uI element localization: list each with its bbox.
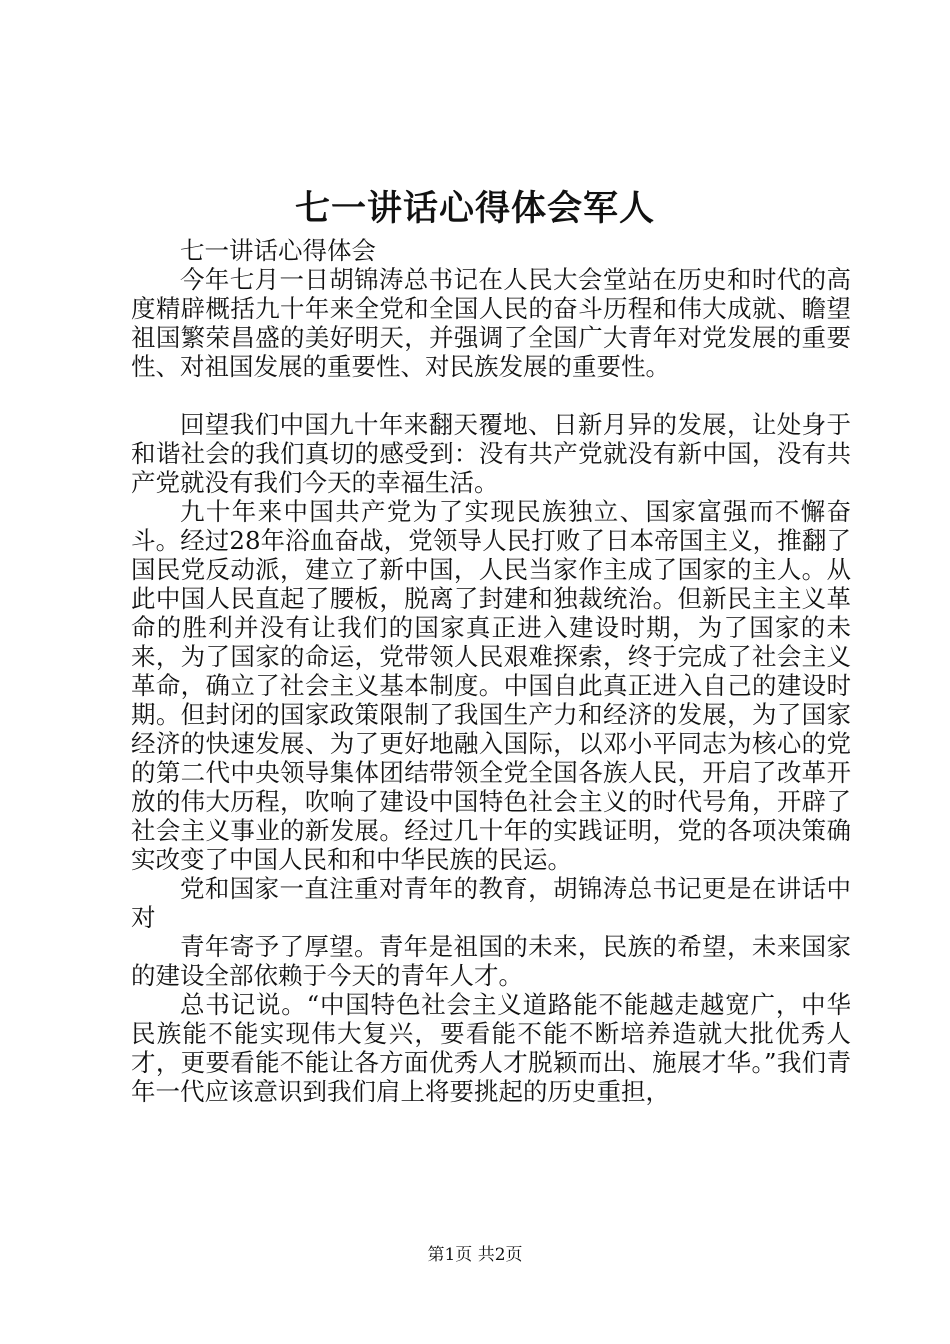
- document-title: 七一讲话心得体会军人: [294, 188, 655, 229]
- paragraph: 九十年来中国共产党为了实现民族独立、国家富强而不懈奋斗。经过28年浴血奋战，党领导人民打败了日本帝国主义，推翻了国民党反动派，建立了新中国，人民当家作主成了国家的主人。从此中国人民直起了腰板，脱离了封建和独裁统治。但新民主主义革命的胜利并没有让我们的国家真正进入建设时期，为了国家的未来，为了国家的命运，党带领人民艰难探索，终于完成了社会主义革命，确立了社会主义基本制度。中国自此真正进入自己的建设时期。但封闭的国家政策限制了我国生产力和经济的发展，为了国家经济的快速发展、为了更好地融入国际，以邓小平同志为核心的党的第二代中央领导集体团结带领全党全国各族人民，开启了改革开放的伟大历程，吹响了建设中国特色社会主义的时代号角，开辟了社会主义事业的新发展。经过几十年的实践证明，党的各项决策确实改变了中国人民和和中华民族的民运。: [131, 497, 851, 874]
- paragraph: 党和国家一直注重对青年的教育，胡锦涛总书记更是在讲话中对: [131, 874, 851, 932]
- paragraph: 总书记说。“中国特色社会主义道路能不能越走越宽广，中华民族能不能实现伟大复兴，要看能不能不断培养造就大批优秀人才，更要看能不能让各方面优秀人才脱颖而出、施展才华。”我们青年一代应该意识到我们肩上将要挑起的历史重担，: [131, 990, 851, 1106]
- paragraph-subtitle: 七一讲话心得体会: [180, 236, 376, 265]
- paragraph: 回望我们中国九十年来翻天覆地、日新月异的发展，让处身于和谐社会的我们真切的感受到：没有共产党就没有新中国，没有共产党就没有我们今天的幸福生活。: [131, 410, 851, 497]
- paragraph: 今年七月一日胡锦涛总书记在人民大会堂站在历史和时代的高度精辟概括九十年来全党和全国人民的奋斗历程和伟大成就、瞻望祖国繁荣昌盛的美好明天，并强调了全国广大青年对党发展的重要性、对祖国发展的重要性、对民族发展的重要性。: [131, 265, 851, 381]
- paragraph: 青年寄予了厚望。青年是祖国的未来，民族的希望，未来国家的建设全部依赖于今天的青年人才。: [131, 932, 851, 990]
- document-body: [131, 236, 851, 1106]
- page-footer: 第1页 共2页: [427, 1245, 523, 1265]
